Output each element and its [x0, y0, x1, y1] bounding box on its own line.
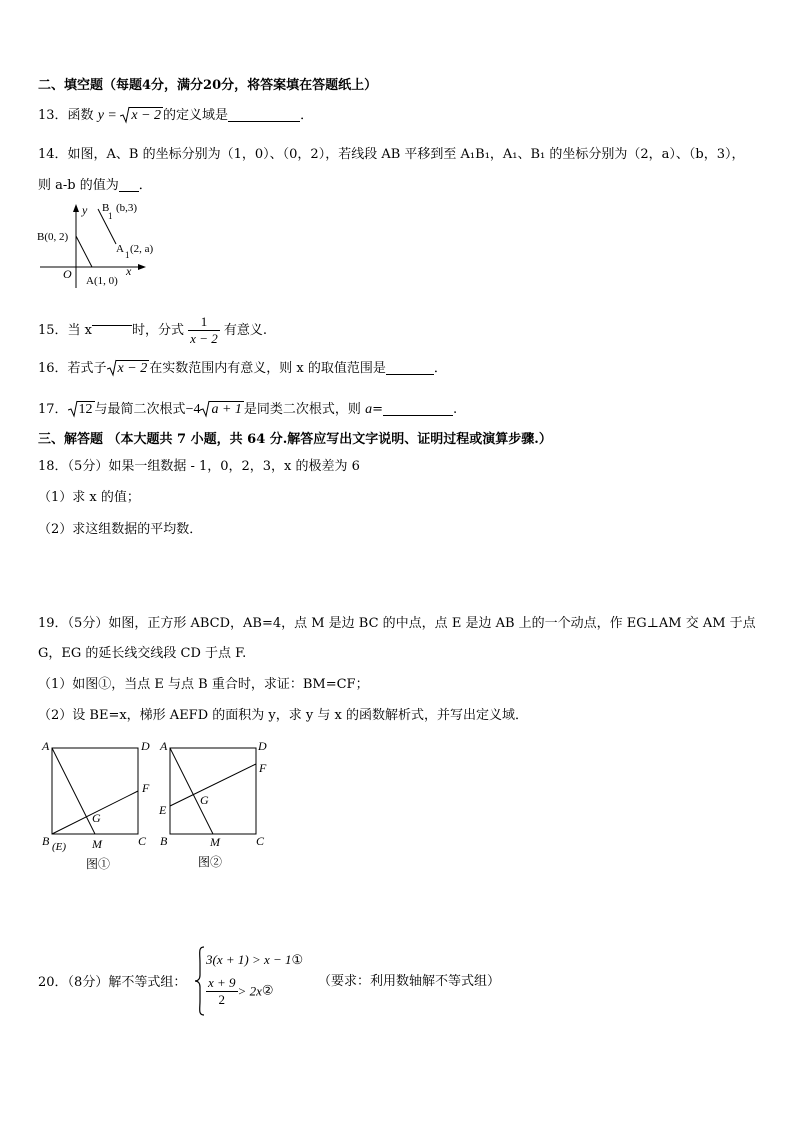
section-2-header: 二、填空题（每题4分，满分20分，将答案填在答题纸上）: [38, 78, 378, 93]
q15-fraction: [188, 314, 220, 347]
q15-text-a: 15．当 x: [38, 323, 93, 338]
q17-text-a: 与最简二次根式: [94, 402, 186, 417]
fig1-label-e: (E): [52, 841, 67, 853]
q20-note: （要求：利用数轴解不等式组）: [318, 974, 501, 989]
q20-ineq1-text: 3(x + 1) > x − 1: [206, 952, 292, 967]
q13-number: 13．: [38, 108, 68, 123]
q14-point-a1: A: [116, 243, 124, 255]
q17-answer-blank: [383, 401, 453, 416]
fig2-caption: 图②: [198, 855, 223, 869]
q14-line-2: [38, 177, 152, 195]
q20-ineq2-denominator: 2: [218, 992, 226, 1007]
fig2-label-f: F: [259, 761, 267, 775]
q15-text-b: 时，分式: [132, 323, 185, 338]
q16-text-a: 16．若式子: [38, 361, 107, 376]
q19-figure-1: [36, 734, 156, 874]
q20-ineq2-numerator: x + 9: [208, 975, 236, 990]
q20-mark-1: ①: [291, 953, 304, 968]
q14-point-a: A(1, 0): [86, 275, 118, 287]
q16-answer-blank: [386, 360, 434, 375]
q13-radicand: x − 2: [131, 108, 162, 123]
q14-point-b1-coord: (b,3): [116, 202, 138, 214]
fig2-label-c: C: [256, 834, 265, 848]
q17-coefficient: −4: [185, 402, 201, 417]
q16-sqrt: [107, 360, 150, 378]
q19-line-2: G，EG 的延长线交线段 CD 于点 F.: [38, 646, 247, 661]
q20-inequality-2: [206, 975, 274, 1008]
q20-fraction: [206, 975, 238, 1008]
fig1-label-f: F: [142, 781, 150, 795]
q13-answer-blank: [228, 107, 300, 122]
q16-text-b: 在实数范围内有意义，则 x 的取值范围是: [149, 361, 386, 376]
q17-equals: =: [372, 402, 383, 417]
q17-sqrt-a1: [200, 401, 243, 419]
q13-func: y =: [97, 108, 121, 123]
q13-sqrt: [120, 107, 163, 125]
fig2-label-d: D: [258, 739, 267, 753]
q19-figure-2: [152, 734, 276, 874]
q17-end: .: [452, 402, 458, 417]
fig2-label-g: G: [200, 793, 209, 807]
fig1-caption: 图①: [86, 857, 111, 871]
q20-ineq2-rest: > 2x: [237, 983, 262, 999]
fig1-label-b: B: [42, 834, 50, 848]
fig1-label-c: C: [138, 834, 147, 848]
q16-end: ．: [433, 361, 447, 376]
q20-mark-2: ②: [261, 983, 274, 999]
q19-part-1: （1）如图①，当点 E 与点 B 重合时，求证：BM=CF；: [38, 677, 369, 692]
q14-point-a1-sub: 1: [125, 250, 130, 260]
q14-point-b: B(0, 2): [37, 231, 69, 243]
q13-end: ．: [300, 108, 314, 123]
q14-y-axis-label: y: [82, 203, 88, 217]
q14-end: ．: [138, 178, 152, 193]
q14-figure: [30, 196, 180, 292]
q20-brace: [192, 945, 206, 1017]
question-13: [38, 107, 313, 125]
fig2-label-m: M: [210, 835, 220, 849]
q16-radicand: x − 2: [117, 361, 148, 376]
q19-part-2: （2）设 BE=x，梯形 AEFD 的面积为 y，求 y 与 x 的函数解析式，并写出定义域．: [38, 708, 528, 723]
q18-part-1: （1）求 x 的值；: [38, 490, 140, 505]
q14-origin-label: O: [63, 267, 72, 281]
fig2-label-a: A: [160, 739, 168, 753]
q20-inequality-1: [206, 951, 303, 970]
q19-line-1: 19．（5分）如图，正方形 ABCD，AB=4，点 M 是边 BC 的中点，点 E 是边 AB 上的一个动点，作 EG⊥AM 交 AM 于点: [38, 616, 756, 631]
q14-line-2-text: 则 a-b 的值为: [38, 178, 119, 193]
q14-point-a1-coord: (2, a): [130, 243, 154, 255]
q13-text-b: 的定义域是: [163, 108, 229, 123]
question-16: [38, 360, 447, 378]
q13-text-a: 函数: [67, 108, 94, 123]
q15-numerator: 1: [188, 314, 220, 331]
fig1-label-d: D: [141, 739, 150, 753]
q17-radicand-12: 12: [78, 402, 93, 417]
section-3-header: 三、解答题 （本大题共 7 小题，共 64 分.解答应写出文字说明、证明过程或演算步骤.）: [38, 432, 552, 447]
q17-number: 17．: [38, 402, 68, 417]
fig1-label-a: A: [42, 739, 50, 753]
q14-answer-blank: [119, 177, 139, 192]
fig1-label-g: G: [92, 811, 101, 825]
question-15: [38, 311, 267, 348]
q14-x-axis-label: x: [126, 264, 132, 278]
q14-point-b1-sub: 1: [108, 211, 113, 221]
q15-denominator: x − 2: [190, 331, 218, 346]
q17-variable: a: [365, 402, 373, 417]
q18-main: 18．（5分）如果一组数据 - 1，0，2，3，x 的极差为 6: [38, 459, 360, 474]
q15-answer-blank: [92, 311, 132, 326]
q14-point-b1: B: [102, 202, 110, 214]
q18-part-2: （2）求这组数据的平均数．: [38, 522, 203, 537]
q17-text-b: 是同类二次根式，则: [243, 402, 361, 417]
q17-sqrt-12: [68, 401, 95, 419]
q20-label: 20．（8分）解不等式组：: [38, 975, 187, 990]
fig2-label-b: B: [160, 834, 168, 848]
q14-line-1: 14．如图，A、B 的坐标分别为（1，0）、（0，2），若线段 AB 平移到至 A₁B₁，A₁、B₁ 的坐标分别为（2，a）、（b，3），: [38, 147, 745, 162]
q17-radicand-a1: a + 1: [211, 402, 242, 417]
fig2-label-e: E: [159, 803, 167, 817]
q15-text-c: 有意义.: [223, 323, 267, 338]
question-17: [38, 401, 457, 419]
fig1-label-m: M: [92, 837, 102, 851]
